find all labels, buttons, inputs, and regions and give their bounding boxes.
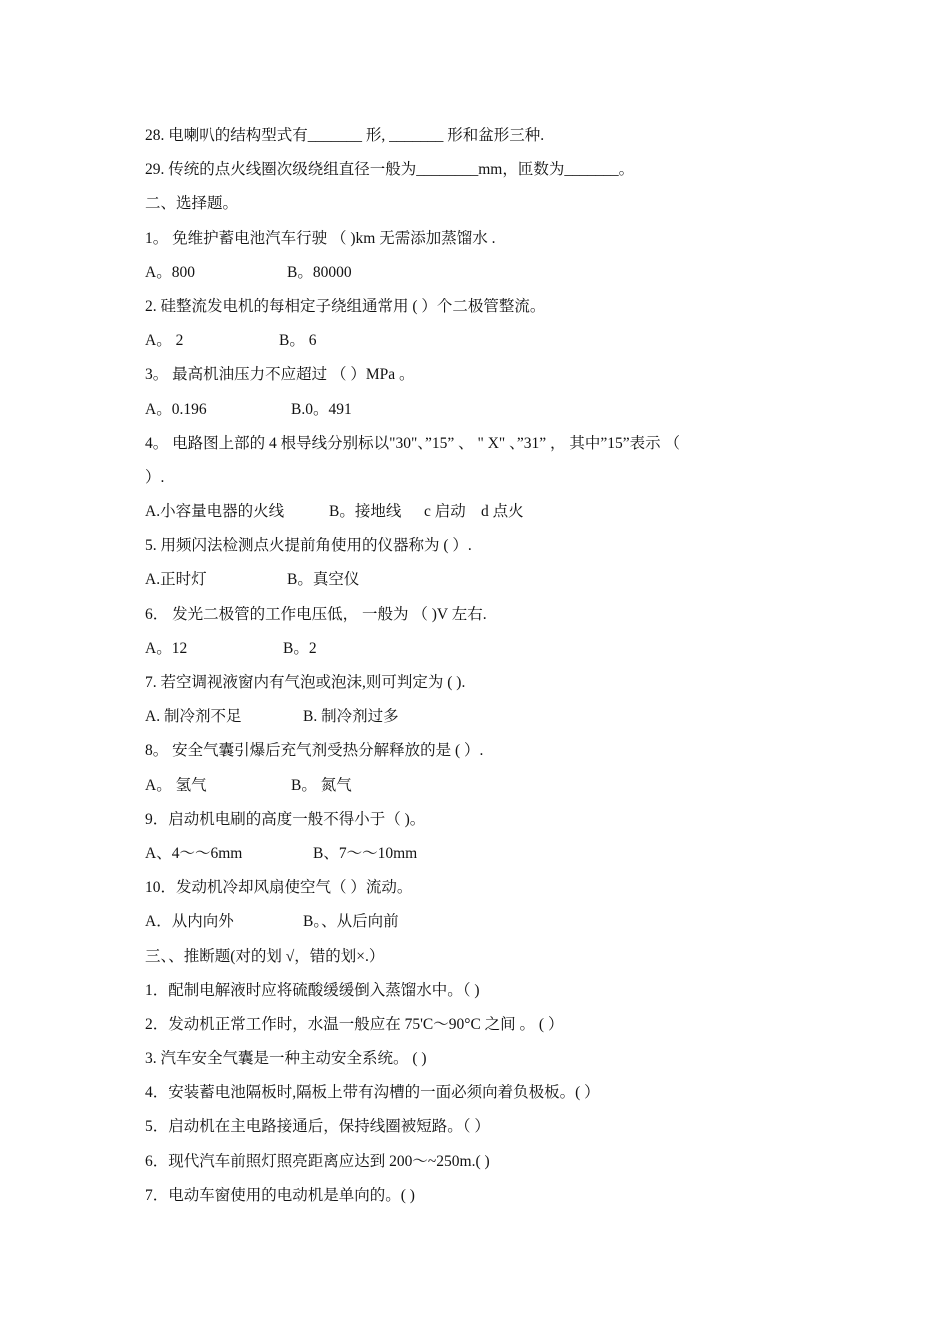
option-a: A．从内向外 [145,913,234,931]
option-c: c 启动 [424,503,466,521]
option-b: B.0。491 [291,400,352,418]
choice-options-4 [145,500,825,534]
section-heading-judgement: 三、、推断题(对的划 √，错的划×.） [145,947,385,965]
choice-options-2 [145,329,825,363]
judgement-question-3: 3. 汽车安全气囊是一种主动安全系统。 ( ) [145,1050,427,1068]
choice-options-9 [145,842,825,876]
choice-question-6: 6． 发光二极管的工作电压低， 一般为 （ )V 左右. [145,605,487,623]
choice-options-7 [145,705,825,739]
choice-options-8 [145,774,825,808]
section-heading-choice: 二、选择题。 [145,195,239,213]
judgement-question-7: 7．电动车窗使用的电动机是单向的。( ) [145,1186,415,1204]
option-b: B。80000 [287,263,352,281]
judgement-question-4: 4．安装蓄电池隔板时,隔板上带有沟槽的一面必须向着负极板。( ） [145,1084,600,1102]
judgement-question-6: 6．现代汽车前照灯照亮距离应达到 200～~250m.( ) [145,1152,490,1170]
choice-options-1 [145,261,825,295]
choice-options-5 [145,568,825,602]
option-b: B、7～～10mm [313,844,418,862]
option-a: A。0.196 [145,400,207,418]
option-a: A.小容量电器的火线 [145,503,285,521]
judgement-question-2: 2．发动机正常工作时，水温一般应在 75'C～90°C 之间 。 ( ） [145,1015,564,1033]
option-a: A。800 [145,263,195,281]
choice-question-9: 9．启动机电刷的高度一般不得小于（ )。 [145,810,426,828]
choice-question-3: 3。 最高机油压力不应超过 （ ）MPa 。 [145,366,415,384]
choice-options-3 [145,398,825,432]
choice-question-8: 8。 安全气囊引爆后充气剂受热分解释放的是 ( ）. [145,742,484,760]
choice-options-6 [145,637,825,671]
option-b: B。、从后向前 [303,913,399,931]
choice-options-10 [145,910,825,944]
judgement-question-5: 5．启动机在主电路接通后，保持线圈被短路。（ ） [145,1118,490,1136]
option-d: d 点火 [481,503,524,521]
option-a: A.正时灯 [145,571,207,589]
document-body [145,124,825,1218]
choice-question-1: 1。 免维护蓄电池汽车行驶 （ )km 无需添加蒸馏水 . [145,229,496,247]
option-b: B。2 [283,639,317,657]
option-b: B。 氮气 [291,776,352,794]
judgement-question-1: 1．配制电解液时应将硫酸缓缓倒入蒸馏水中。（ ) [145,981,480,999]
choice-question-5: 5. 用频闪法检测点火提前角使用的仪器称为 ( ）. [145,537,472,555]
option-a: A、4～～6mm [145,844,243,862]
option-b: B. 制冷剂过多 [303,708,399,726]
choice-question-4: 4。 电路图上部的 4 根导线分别标以"30"、”15” 、 " X" 、”31” ， 其中”15”表示 （ [145,434,681,452]
choice-question-10: 10．发动机冷却风扇使空气（ ）流动。 [145,879,413,897]
fill-in-question-28: 28. 电喇叭的结构型式有_______ 形, _______ 形和盆形三种. [145,127,545,144]
option-b: B。接地线 [329,503,402,521]
option-b: B。真空仪 [287,571,360,589]
option-a: A。 2 [145,332,184,350]
choice-question-7: 7. 若空调视液窗内有气泡或泡沫,则可判定为 ( ). [145,674,466,691]
option-a: A。 氢气 [145,776,207,794]
fill-in-question-29: 29. 传统的点火线圈次级绕组直径一般为________mm，匝数为_______。 [145,161,635,179]
choice-question-2: 2. 硅整流发电机的每相定子绕组通常用 ( ）个二极管整流。 [145,297,546,315]
option-a: A。12 [145,639,188,657]
option-b: B。 6 [279,332,317,350]
option-a: A. 制冷剂不足 [145,708,242,726]
choice-question-4-continued: ）. [145,468,165,486]
